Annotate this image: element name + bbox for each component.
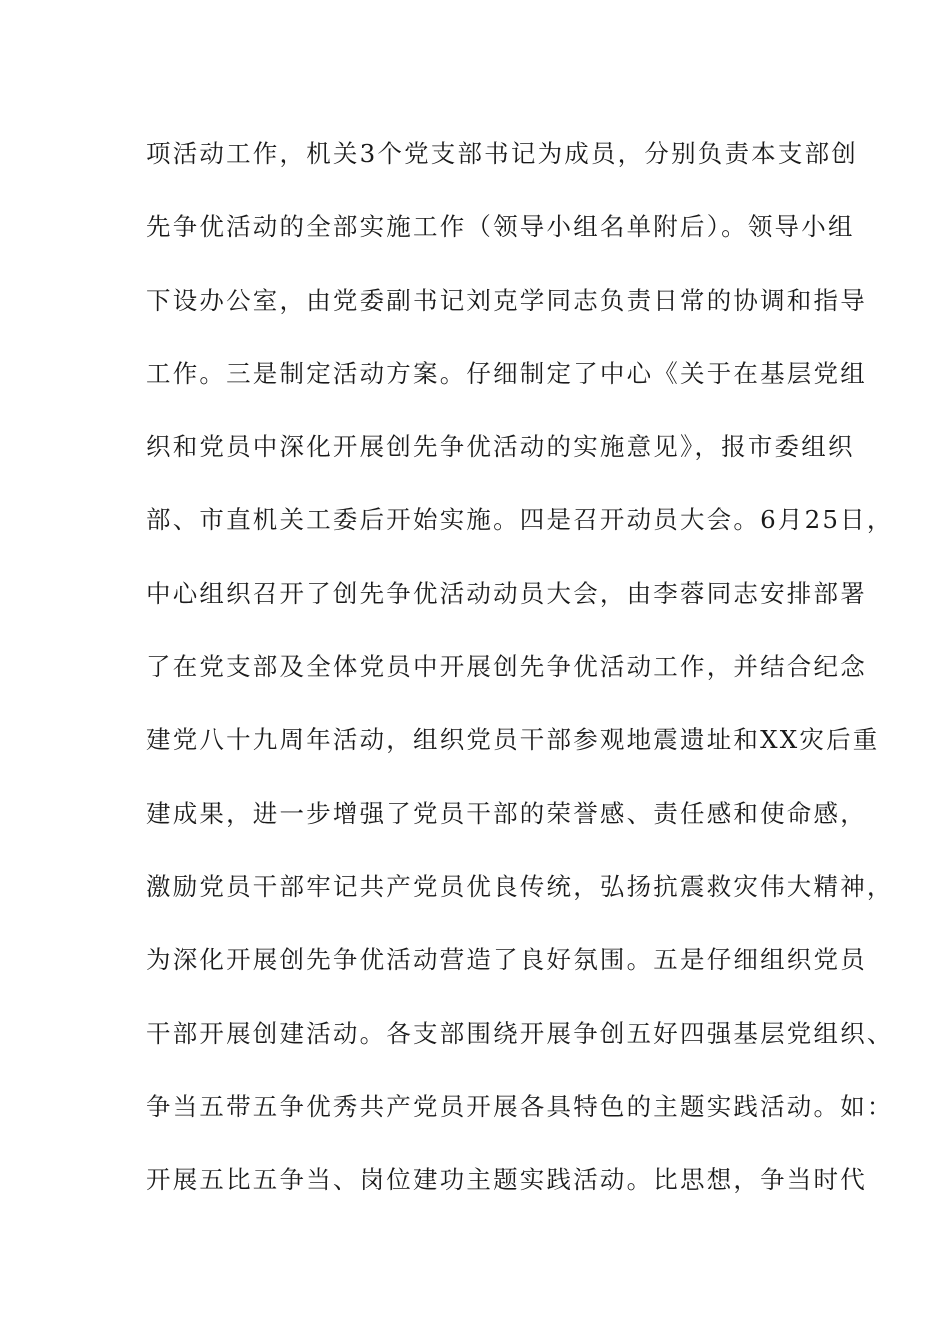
text-line-14: 争当五带五争优秀共产党员开展各具特色的主题实践活动。如： <box>146 1091 894 1121</box>
text-line-10: 建成果，进一步增强了党员干部的荣誉感、责任感和使命感， <box>146 798 867 828</box>
text-line-6: 部、市直机关工委后开始实施。四是召开动员大会。6月25日， <box>146 505 894 535</box>
text-line-3: 下设办公室，由党委副书记刘克学同志负责日常的协调和指导 <box>146 285 867 315</box>
text-line-5: 织和党员中深化开展创先争优活动的实施意见》，报市委组织 <box>146 432 855 462</box>
text-line-9: 建党八十九周年活动，组织党员干部参观地震遗址和XX灾后重 <box>146 725 880 755</box>
text-line-8: 了在党支部及全体党员中开展创先争优活动工作，并结合纪念 <box>146 652 867 682</box>
text-line-11: 激励党员干部牢记共产党员优良传统，弘扬抗震救灾伟大精神， <box>146 871 894 901</box>
text-line-15: 开展五比五争当、岗位建功主题实践活动。比思想，争当时代 <box>146 1165 867 1195</box>
text-line-1: 项活动工作，机关3个党支部书记为成员，分别负责本支部创 <box>146 139 858 168</box>
text-line-12: 为深化开展创先争优活动营造了良好氛围。五是仔细组织党员 <box>146 945 867 975</box>
body-text <box>146 126 894 1225</box>
text-line-2: 先争优活动的全部实施工作（领导小组名单附后）。领导小组 <box>146 212 855 242</box>
text-line-13: 干部开展创建活动。各支部围绕开展争创五好四强基层党组织、 <box>146 1018 894 1048</box>
text-line-7: 中心组织召开了创先争优活动动员大会，由李蓉同志安排部署 <box>146 578 867 608</box>
text-line-4: 工作。三是制定活动方案。仔细制定了中心《关于在基层党组 <box>146 358 867 388</box>
